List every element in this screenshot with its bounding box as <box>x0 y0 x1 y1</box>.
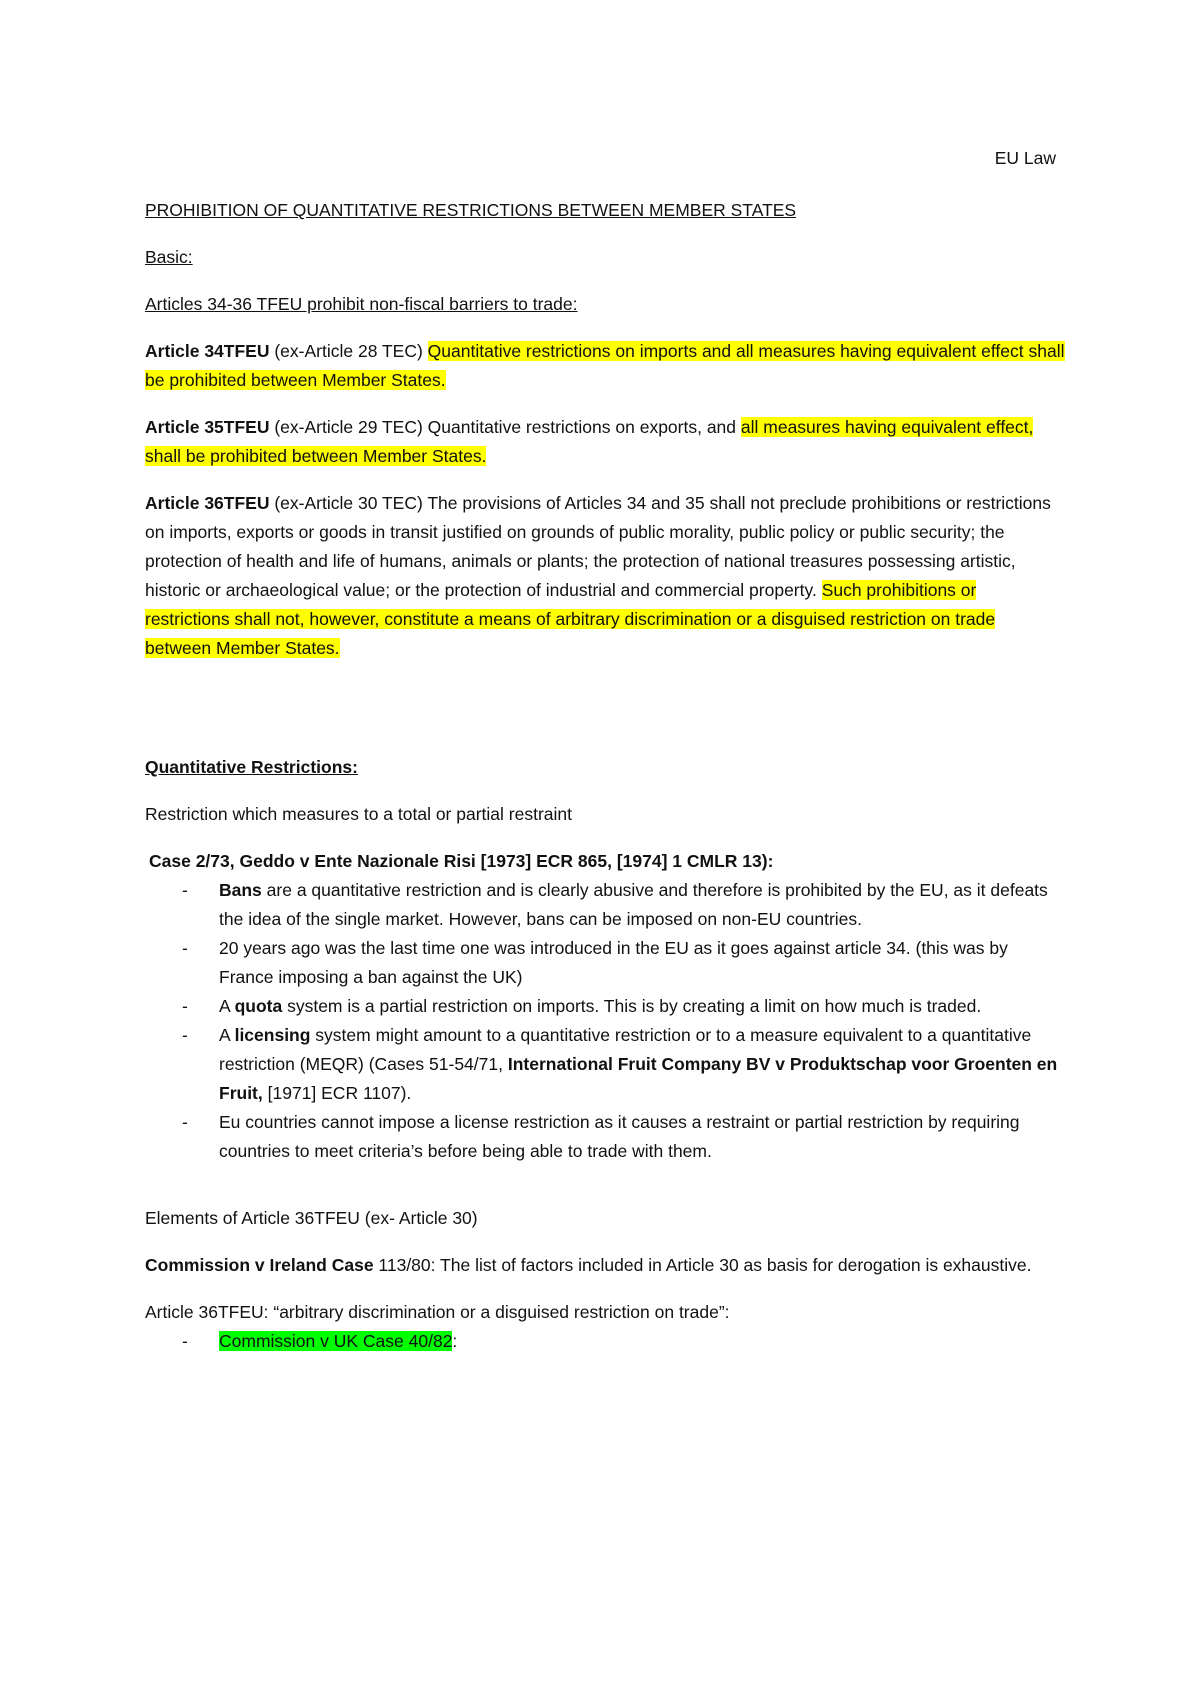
quota-text: system is a partial restriction on imports. This is by creating a limit on how much is traded. <box>282 996 982 1016</box>
uk-case-list <box>145 1327 1065 1356</box>
uk-case-colon: : <box>452 1331 458 1351</box>
ireland-text: 113/80: The list of factors included in Article 30 as basis for derogation is exhaustive. <box>373 1255 1032 1275</box>
list-item: - Bans are a quantitative restriction and is clearly abusive and therefore is prohibited by the EU, as it defeats the idea of the single market. However, bans can be imposed on non-EU countries. <box>182 880 1048 929</box>
quant-bullet-list <box>145 876 1065 1166</box>
article-36-label: Article 36TFEU <box>145 493 270 513</box>
article-34-ref: (ex-Article 28 TEC) <box>269 341 428 361</box>
bans-text: are a quantitative restriction and is clearly abusive and therefore is prohibited by the EU, as it defeats the idea of the single market. However, bans can be imposed on non-EU countries. <box>219 880 1048 929</box>
document-title: PROHIBITION OF QUANTITATIVE RESTRICTIONS BETWEEN MEMBER STATES <box>145 200 797 220</box>
list-item: - 20 years ago was the last time one was introduced in the EU as it goes against article 34. (this was by France imposing a ban against the UK) <box>182 938 1008 987</box>
document-body <box>145 196 1065 1356</box>
list-item: - Commission v UK Case 40/82: <box>182 1331 458 1351</box>
article-35-label: Article 35TFEU <box>145 417 270 437</box>
quant-heading: Quantitative Restrictions: <box>145 757 358 777</box>
license-restriction-text: Eu countries cannot impose a license restriction as it causes a restraint or partial restriction by requiring countries to meet criteria’s before being able to trade with them. <box>219 1112 1020 1161</box>
ireland-label: Commission v Ireland Case <box>145 1255 374 1275</box>
uk-case: Commission v UK Case 40/82 <box>219 1331 453 1351</box>
licensing-pre: A <box>219 1025 235 1045</box>
basic-intro: Articles 34-36 TFEU prohibit non-fiscal barriers to trade: <box>145 294 578 314</box>
article-34-label: Article 34TFEU <box>145 341 270 361</box>
list-item: - A quota system is a partial restriction on imports. This is by creating a limit on how much is traded. <box>182 996 982 1016</box>
international-fruit-case: International Fruit Company BV v Produktschap voor Groenten en Fruit, <box>219 1054 1058 1103</box>
article-36-paragraph <box>145 489 1065 663</box>
licensing-term: licensing <box>234 1025 311 1045</box>
article-35-ref: (ex-Article 29 TEC) Quantitative restrictions on exports, and <box>269 417 741 437</box>
quota-term: quota <box>234 996 283 1016</box>
list-item: - A licensing system might amount to a quantitative restriction or to a measure equivalent to a quantitative restriction (MEQR) (Cases 51-54/71, International Fruit Company BV v Produktschap voor Groenten en Fruit, [1971] ECR 1107). <box>182 1025 1058 1103</box>
list-item: - Eu countries cannot impose a license restriction as it causes a restraint or partial restriction by requiring countries to meet criteria’s before being able to trade with them. <box>182 1112 1020 1161</box>
licensing-tail: [1971] ECR 1107). <box>262 1083 412 1103</box>
article-36-text: The provisions of Articles 34 and 35 shall not preclude prohibitions or restrictions on imports, exports or goods in transit justified on grounds of public morality, public policy or public security; the protection of health and life of humans, animals or plants; the protection of national treasures possessing artistic, historic or archaeological value; or the protection of industrial and commercial property. <box>145 493 1051 600</box>
elements-heading: Elements of Article 36TFEU (ex- Article 30) <box>145 1208 478 1228</box>
header-subject: EU Law <box>994 148 1056 168</box>
geddo-case: Case 2/73, Geddo v Ente Nazionale Risi [1973] ECR 865, [1974] 1 CMLR 13): <box>149 851 774 871</box>
article-34-highlight: Quantitative restrictions on imports and all measures having equivalent effect shall be prohibited between Member States. <box>145 341 1065 390</box>
licensing-text: system might amount to a quantitative restriction or to a measure equivalent to a quantitative restriction (MEQR) (Cases 51-54/71, <box>219 1025 1032 1074</box>
article-34-paragraph <box>145 337 1065 395</box>
history-text: 20 years ago was the last time one was introduced in the EU as it goes against article 34. (this was by France imposing a ban against the UK) <box>219 938 1008 987</box>
bans-term: Bans <box>219 880 262 900</box>
basic-heading: Basic: <box>145 247 193 267</box>
quant-definition: Restriction which measures to a total or partial restraint <box>145 804 572 824</box>
ireland-paragraph <box>145 1251 1065 1280</box>
quota-pre: A <box>219 996 235 1016</box>
arbitrary-paragraph: Article 36TFEU: “arbitrary discrimination or a disguised restriction on trade”: <box>145 1302 730 1322</box>
article-35-paragraph <box>145 413 1065 471</box>
article-36-ref: (ex-Article 30 TEC) <box>269 493 428 513</box>
article-36-highlight: Such prohibitions or restrictions shall not, however, constitute a means of arbitrary discrimination or a disguised restriction on trade between Member States. <box>145 580 996 658</box>
article-35-highlight: all measures having equivalent effect, shall be prohibited between Member States. <box>145 417 1034 466</box>
